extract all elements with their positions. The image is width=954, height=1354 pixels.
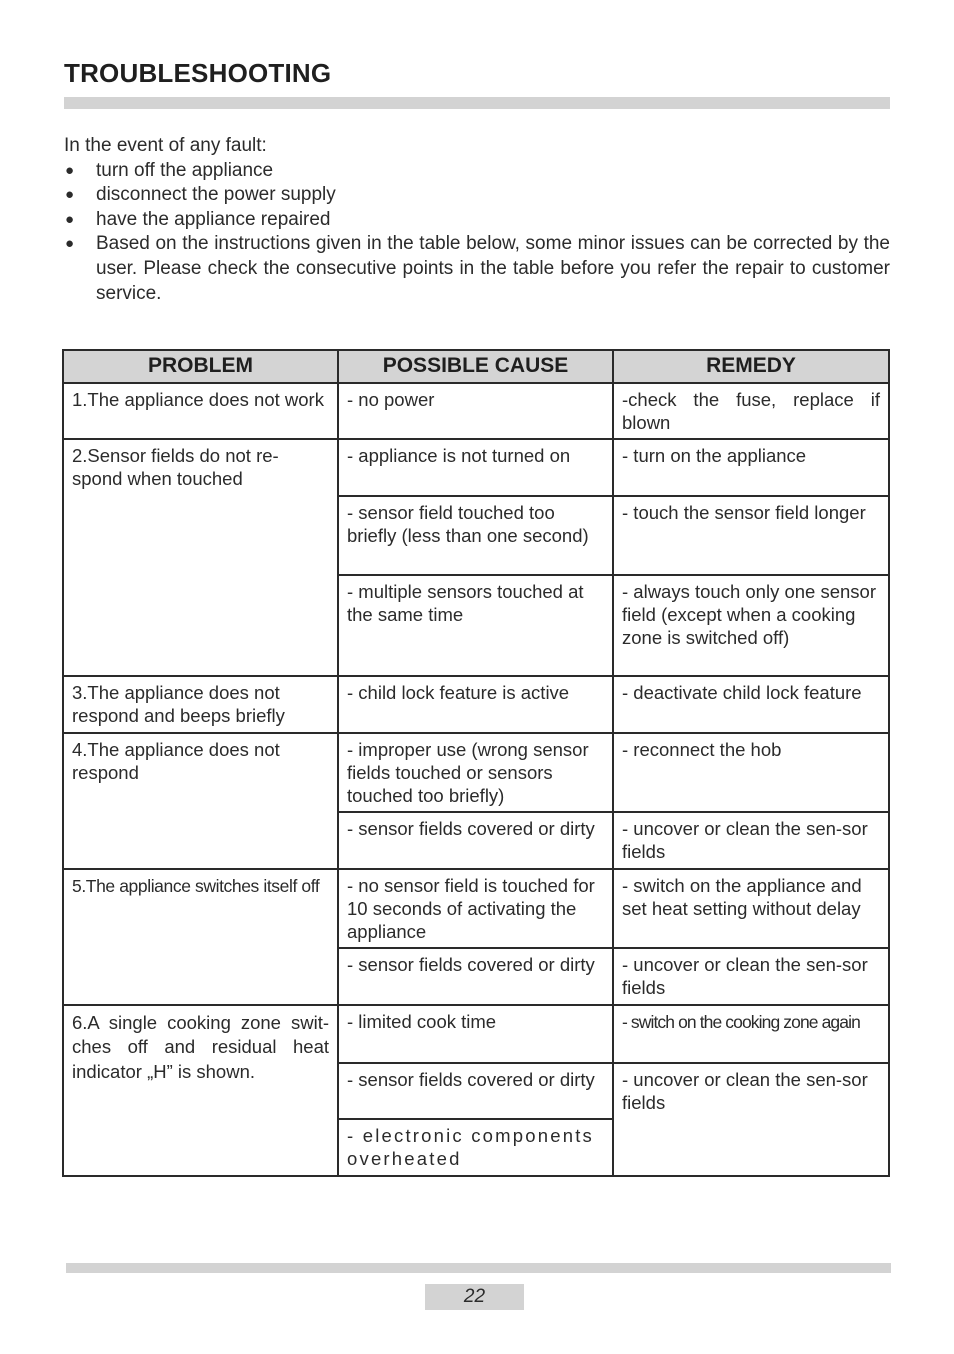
table-row	[63, 733, 889, 812]
remedy-cell: - deactivate child lock feature	[613, 676, 889, 733]
intro-bullet-list	[64, 159, 890, 307]
page-number: 22	[425, 1284, 524, 1310]
problem-cell: 4.The appliance does not respond	[63, 733, 338, 869]
troubleshooting-table	[62, 349, 890, 1177]
table-row	[63, 439, 889, 496]
remedy-cell: - uncover or clean the sen-sor fields	[613, 812, 889, 869]
cause-cell: - child lock feature is active	[338, 676, 613, 733]
cause-cell: - appliance is not turned on	[338, 439, 613, 496]
page-title: TROUBLESHOOTING	[64, 58, 332, 88]
problem-cell: 1.The appliance does not work	[63, 383, 338, 440]
cause-cell: - no power	[338, 383, 613, 440]
bullet-item	[64, 232, 890, 306]
header-possible-cause: POSSIBLE CAUSE	[338, 350, 613, 383]
remedy-cell: - reconnect the hob	[613, 733, 889, 812]
problem-cell: 5.The appliance switches itself off	[63, 869, 338, 1005]
cause-cell: - electronic components overheated	[338, 1119, 613, 1176]
header-problem: PROBLEM	[63, 350, 338, 383]
remedy-cell: - always touch only one sensor field (except when a cooking zone is switched off)	[613, 575, 889, 676]
table-row	[63, 383, 889, 440]
bullet-item	[64, 159, 890, 184]
table-header-row	[63, 350, 889, 383]
problem-cell: 2.Sensor fields do not re-spond when touched	[63, 439, 338, 676]
bullet-icon: ●	[65, 235, 75, 253]
intro-lead: In the event of any fault:	[64, 135, 267, 156]
cause-cell: - no sensor field is touched for 10 seconds of activating the appliance	[338, 869, 613, 948]
table-row	[63, 1005, 889, 1063]
remedy-cell: - uncover or clean the sen-sor fields	[613, 1063, 889, 1176]
intro-section	[64, 134, 890, 306]
problem-cell: 6.A single cooking zone swit-ches off and residual heat indicator „H” is shown.	[63, 1005, 338, 1176]
bullet-item	[64, 183, 890, 208]
remedy-cell: - switch on the appliance and set heat setting without delay	[613, 869, 889, 948]
bullet-text: have the appliance repaired	[96, 208, 331, 230]
cause-cell: - sensor fields covered or dirty	[338, 948, 613, 1005]
problem-cell: 3.The appliance does not respond and beeps briefly	[63, 676, 338, 733]
bullet-text: turn off the appliance	[96, 159, 274, 181]
bullet-icon: ●	[65, 161, 75, 179]
cause-cell: - sensor field touched too briefly (less than one second)	[338, 496, 613, 575]
table-row	[63, 676, 889, 733]
remedy-cell: - turn on the appliance	[613, 439, 889, 496]
bullet-item	[64, 208, 890, 233]
table-row	[63, 869, 889, 948]
remedy-cell: - uncover or clean the sen-sor fields	[613, 948, 889, 1005]
bullet-text: disconnect the power supply	[96, 184, 336, 206]
cause-cell: - multiple sensors touched at the same time	[338, 575, 613, 676]
cause-cell: - sensor fields covered or dirty	[338, 1063, 613, 1119]
header-remedy: REMEDY	[613, 350, 889, 383]
cause-cell: - sensor fields covered or dirty	[338, 812, 613, 869]
cause-cell: - improper use (wrong sensor fields touched or sensors touched too briefly)	[338, 733, 613, 812]
bullet-icon: ●	[65, 210, 75, 228]
remedy-cell: - touch the sensor field longer	[613, 496, 889, 575]
cause-cell: - limited cook time	[338, 1005, 613, 1063]
title-divider	[64, 97, 890, 109]
remedy-cell: - switch on the cooking zone again	[613, 1005, 889, 1063]
bullet-icon: ●	[65, 186, 75, 204]
remedy-cell: -check the fuse, replace if blown	[613, 383, 889, 440]
footer-divider	[66, 1263, 891, 1273]
bullet-text: Based on the instructions given in the table below, some minor issues can be corrected by the user. Please check the consecutive points in the table before you refer the repair to customer service.	[96, 233, 890, 304]
